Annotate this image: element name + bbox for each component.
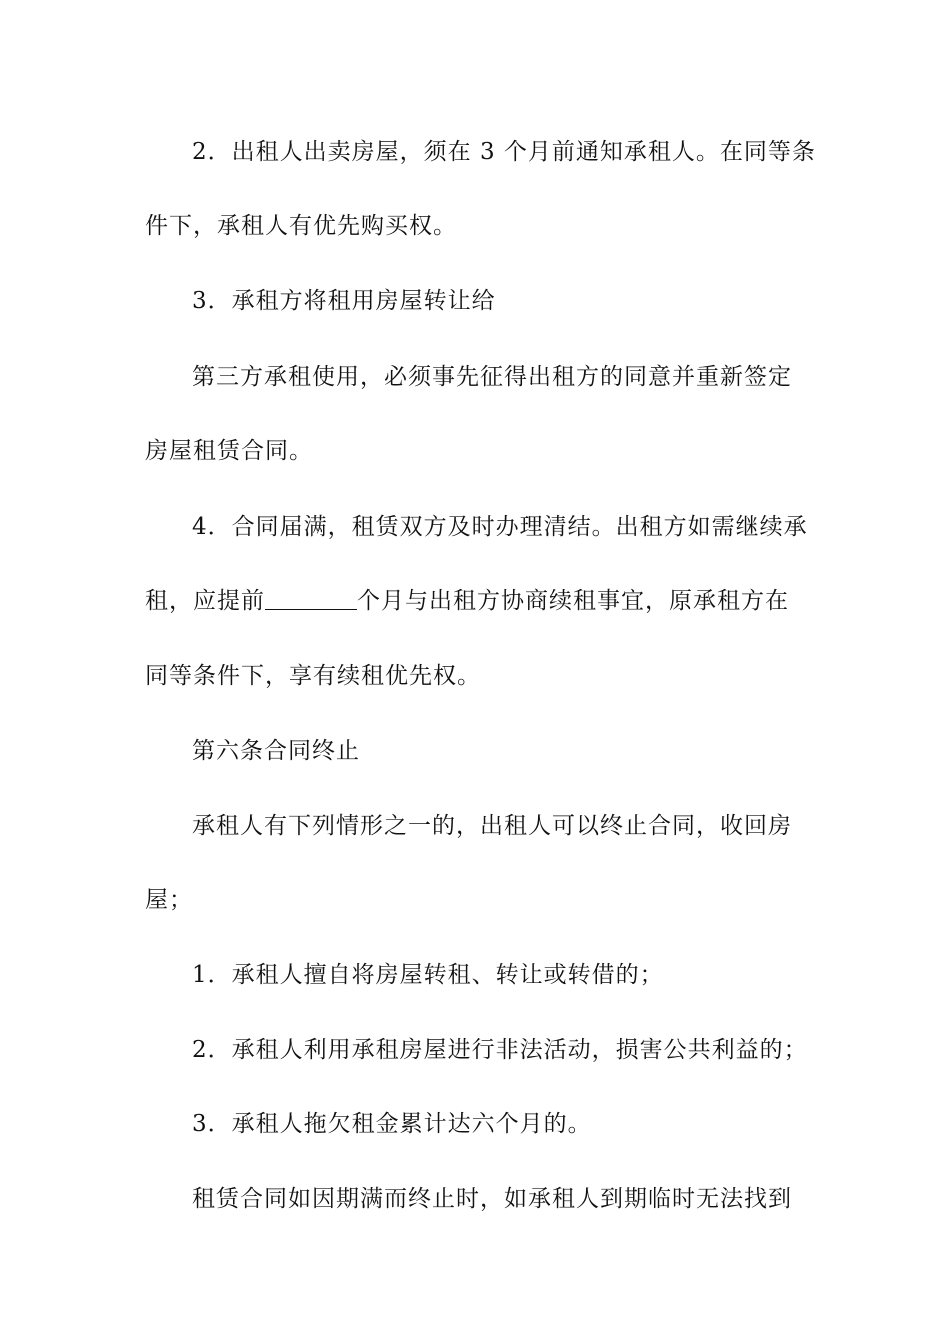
list-item: 1．承租人擅自将房屋转租、转让或转借的； xyxy=(192,962,664,988)
paragraph-line: 2．出租人出卖房屋，须在 3 个月前通知承租人。在同等条 xyxy=(192,139,816,165)
paragraph-line xyxy=(145,586,789,616)
section-heading: 第六条合同终止 xyxy=(192,738,360,764)
line-suffix: 个月与出租方协商续租事宜，原承租方在 xyxy=(357,588,789,614)
paragraph-line: 3．承租方将租用房屋转让给 xyxy=(192,288,496,314)
paragraph-line: 租赁合同如因期满而终止时，如承租人到期临时无法找到 xyxy=(192,1186,792,1212)
paragraph-line: 4．合同届满，租赁双方及时办理清结。出租方如需继续承 xyxy=(192,514,808,540)
list-item: 2．承租人利用承租房屋进行非法活动，损害公共利益的； xyxy=(192,1037,808,1063)
paragraph-line: 第三方承租使用，必须事先征得出租方的同意并重新签定 xyxy=(192,364,792,390)
list-item: 3．承租人拖欠租金累计达六个月的。 xyxy=(192,1111,592,1137)
line-prefix: 租，应提前 xyxy=(145,588,265,614)
paragraph-line: 件下，承租人有优先购买权。 xyxy=(145,213,457,239)
paragraph-line: 屋； xyxy=(145,887,193,913)
paragraph-line: 同等条件下，享有续租优先权。 xyxy=(145,663,481,689)
fill-in-blank xyxy=(265,587,357,610)
paragraph-line: 承租人有下列情形之一的，出租人可以终止合同，收回房 xyxy=(192,813,792,839)
paragraph-line: 房屋租赁合同。 xyxy=(145,438,313,464)
